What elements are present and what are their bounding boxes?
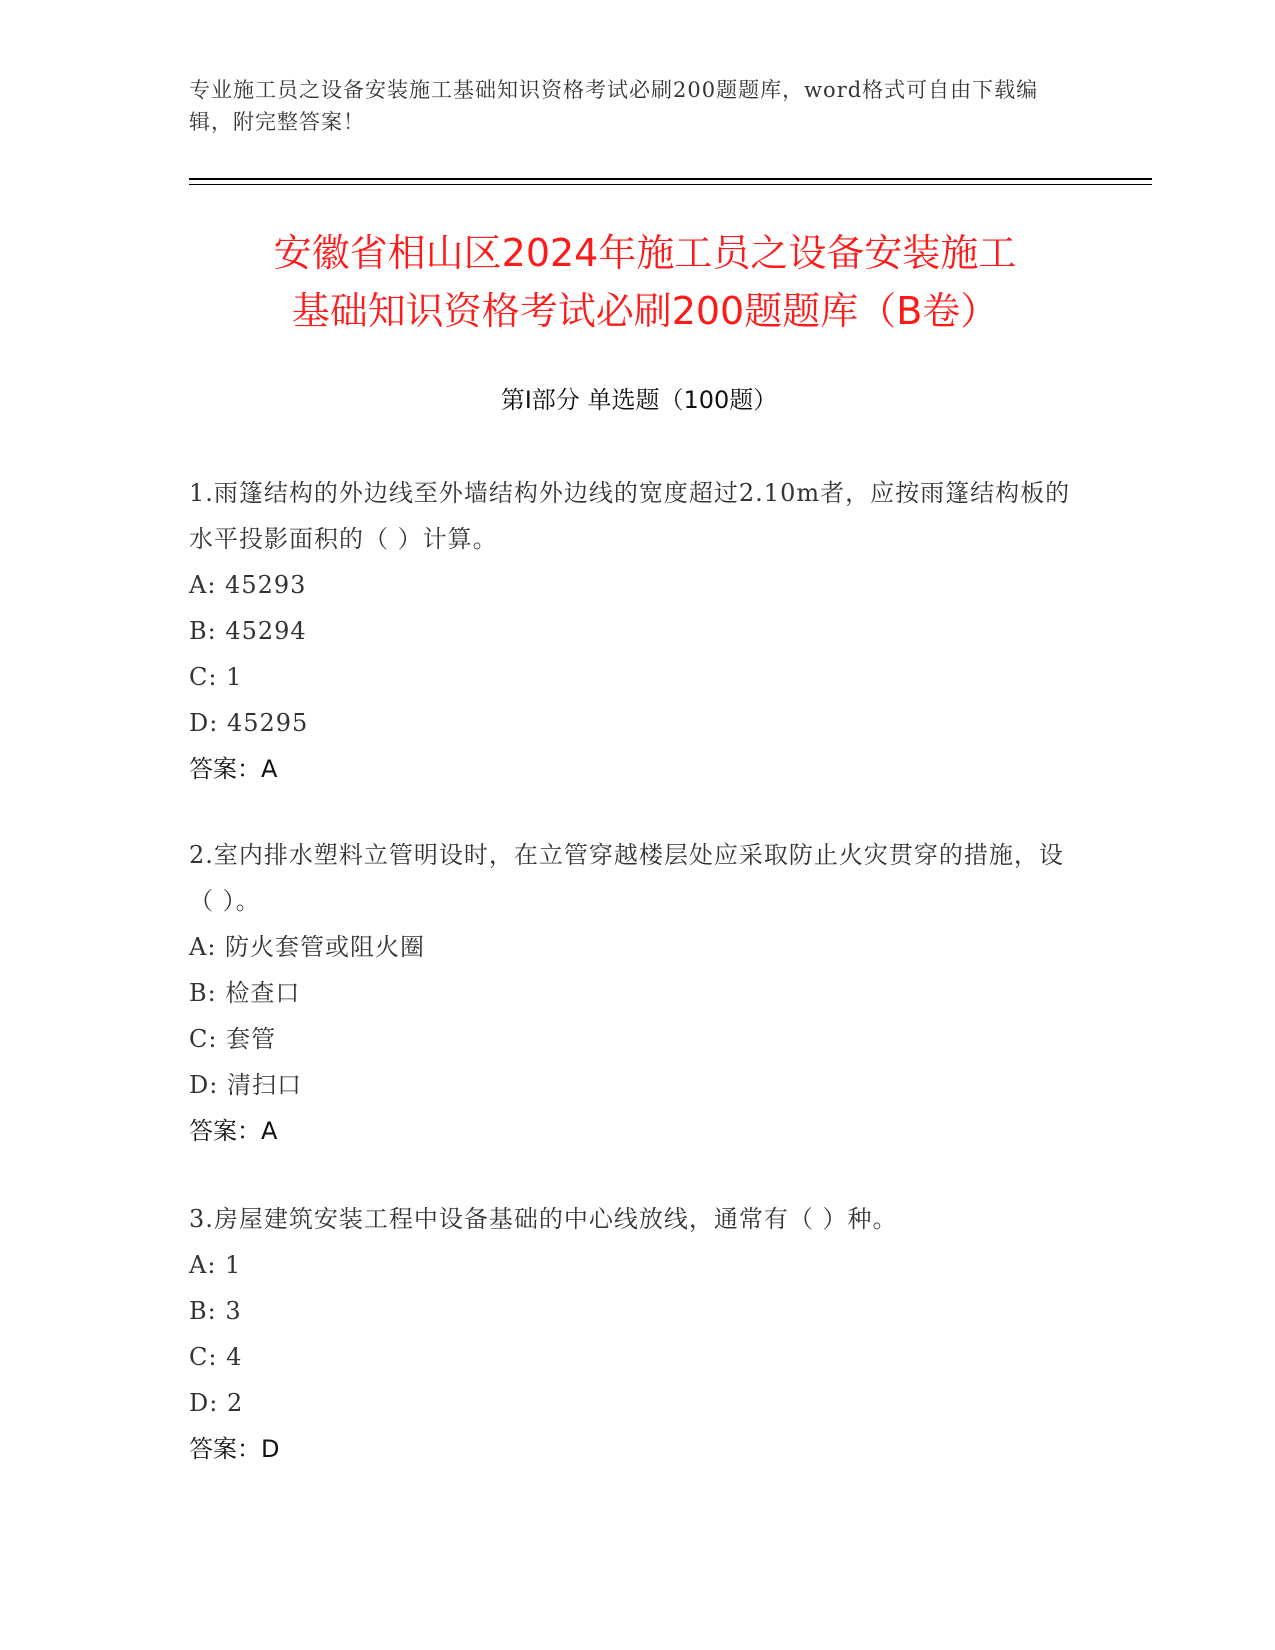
- answer: 答案：D: [189, 1435, 280, 1463]
- header-note: 专业施工员之设备安装施工基础知识资格考试必刷200题题库，word格式可自由下载编辑，附完整答案！: [189, 78, 1039, 134]
- option-d: D: 2: [189, 1389, 244, 1417]
- document-title: [180, 224, 1110, 340]
- option-b: B: 检查口: [189, 979, 301, 1007]
- answer: 答案：A: [189, 1117, 278, 1145]
- option-a: A: 1: [189, 1251, 242, 1279]
- option-d: D: 清扫口: [189, 1071, 302, 1099]
- option-b: B: 3: [189, 1297, 242, 1325]
- option-c: C: 套管: [189, 1025, 277, 1053]
- option-a: A: 45293: [189, 571, 307, 599]
- question-stem: 3.房屋建筑安装工程中设备基础的中心线放线，通常有（ ）种。: [189, 1205, 898, 1233]
- question-2: [189, 832, 1079, 1154]
- question-3: [189, 1196, 1079, 1472]
- option-d: D: 45295: [189, 709, 309, 737]
- header-divider-thin: [189, 184, 1152, 185]
- option-a: A: 防火套管或阻火圈: [189, 933, 426, 961]
- option-c: C: 4: [189, 1343, 243, 1371]
- question-1: [189, 470, 1079, 792]
- question-stem: 2.室内排水塑料立管明设时，在立管穿越楼层处应采取防止火灾贯穿的措施，设（ ）。: [189, 841, 1064, 915]
- document-title-line-2: 基础知识资格考试必刷200题题库（B卷）: [291, 289, 999, 333]
- answer: 答案：A: [189, 755, 278, 783]
- header-divider-thick: [189, 178, 1152, 180]
- option-b: B: 45294: [189, 617, 307, 645]
- question-stem: 1.雨篷结构的外边线至外墙结构外边线的宽度超过2.10m者，应按雨篷结构板的水平投影面积的（ ）计算。: [189, 479, 1071, 553]
- document-title-line-1: 安徽省相山区2024年施工员之设备安装施工: [273, 231, 1017, 275]
- section-title: 第I部分 单选题（100题）: [500, 386, 778, 414]
- option-c: C: 1: [189, 663, 243, 691]
